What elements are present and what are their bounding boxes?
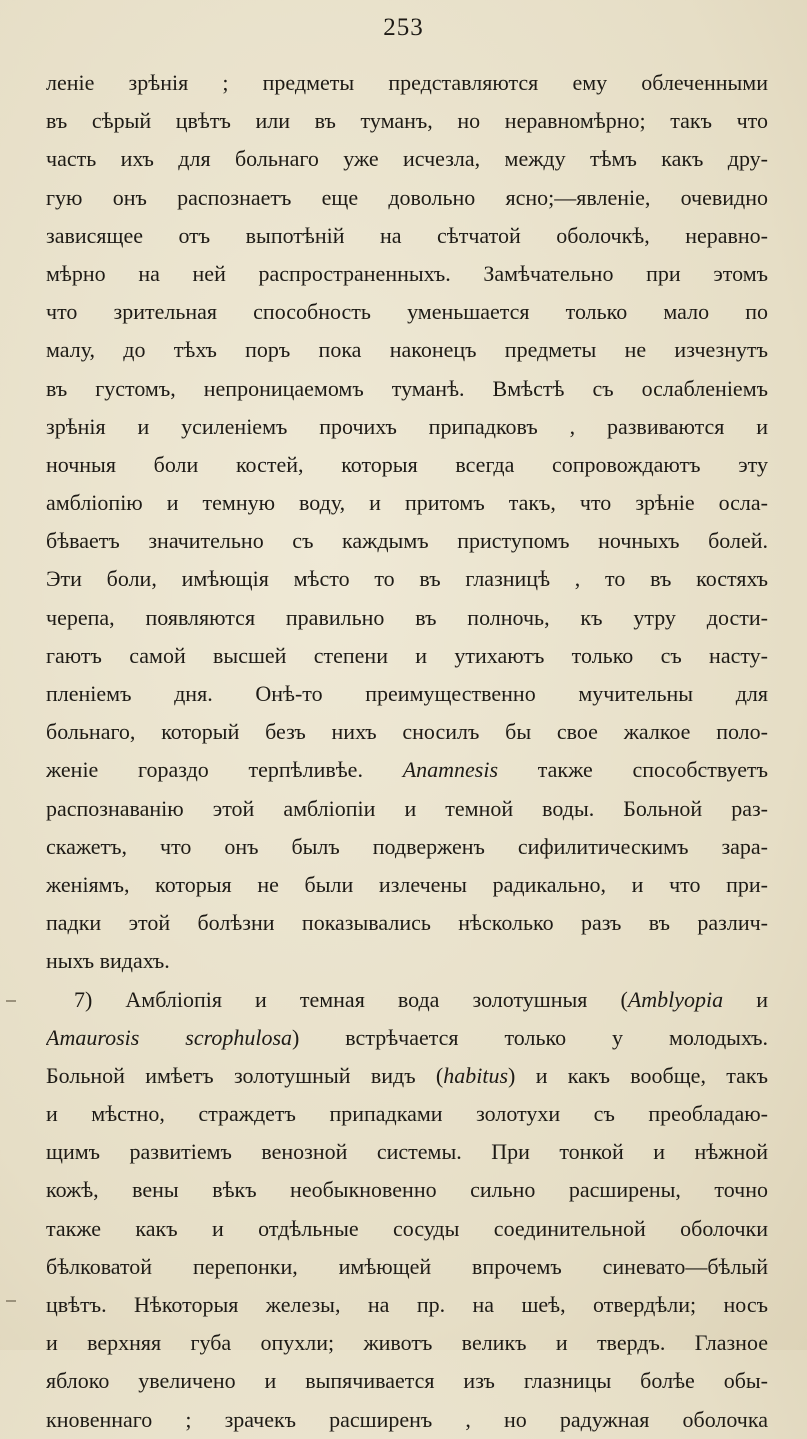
text-line [46, 904, 768, 942]
text-line [46, 217, 768, 255]
text-segment: и верхняя губа опухли; животъ великъ и твердъ. Глазное [46, 1330, 768, 1356]
text-segment: въ густомъ, непроницаемомъ туманѣ. Вмѣстѣ съ ослабленіемъ [46, 375, 768, 401]
text-segment: бѣлковатой перепонки, имѣющей впрочемъ синевато—бѣлый [46, 1253, 768, 1279]
text-line [46, 866, 768, 904]
text-line [46, 484, 768, 522]
text-line [46, 1095, 768, 1133]
margin-mark [6, 1000, 16, 1002]
text-segment: Эти боли, имѣющія мѣсто то въ глазницѣ , то въ костяхъ [46, 566, 768, 592]
text-segment: распознаванію этой амбліопіи и темной воды. Больной раз- [46, 795, 768, 821]
text-line [46, 637, 768, 675]
text-segment: амбліопію и темную воду, и притомъ такъ, что зрѣніе осла- [46, 490, 768, 516]
text-segment: также способствуетъ [498, 757, 768, 783]
text-segment: цвѣтъ. Нѣкоторыя железы, на пр. на шеѣ, отвердѣли; носъ [46, 1292, 768, 1317]
text-segment: Больной имѣетъ золотушный видъ ( [46, 1062, 444, 1088]
text-segment: ныхъ видахъ. [46, 948, 170, 974]
text-segment: въ сѣрый цвѣтъ или въ туманъ, но неравномѣрно; такъ что [46, 108, 768, 134]
text-line [46, 179, 768, 217]
text-line [46, 1286, 768, 1324]
text-segment: яблоко увеличено и выпячивается изъ глазницы болѣе обы- [46, 1368, 768, 1394]
text-line [46, 1324, 768, 1362]
text-segment: ) встрѣчается только у молодыхъ. [292, 1024, 768, 1050]
text-line [46, 713, 768, 751]
text-segment: скажетъ, что онъ былъ подверженъ сифилитическимъ зара- [46, 833, 768, 859]
text-line [46, 675, 768, 713]
text-line [46, 408, 768, 446]
text-line [46, 1133, 768, 1171]
text-line [46, 1362, 768, 1400]
body-text [46, 64, 768, 1439]
text-line [46, 446, 768, 484]
text-segment: часть ихъ для больнаго уже исчезла, между тѣмъ какъ дру- [46, 146, 768, 172]
italic-term: Anamnesis [402, 757, 499, 783]
text-line [46, 140, 768, 178]
margin-mark [6, 1300, 16, 1302]
text-segment: и [723, 986, 768, 1012]
text-segment: бѣваетъ значительно съ каждымъ приступомъ ночныхъ болей. [46, 528, 768, 554]
text-line [46, 1057, 768, 1095]
text-segment: 7) Амбліопія и темная вода золотушныя ( [74, 986, 628, 1012]
text-segment: также какъ и отдѣльные сосуды соединительной оболочки [46, 1215, 768, 1241]
text-segment: больнаго, который безъ нихъ сносилъ бы свое жалкое поло- [46, 719, 768, 745]
text-segment: что зрительная способность уменьшается только мало по [46, 299, 768, 325]
italic-term: Amaurosis scrophulosa [46, 1024, 293, 1050]
text-line [46, 1401, 768, 1439]
text-segment: черепа, появляются правильно въ полночь, къ утру дости- [46, 604, 768, 630]
text-line [46, 370, 768, 408]
text-line [46, 751, 768, 789]
text-line [46, 102, 768, 140]
text-line [46, 1248, 768, 1286]
text-line [46, 255, 768, 293]
text-segment: кновеннаго ; зрачекъ расширенъ , но радужная оболочка [46, 1406, 768, 1432]
text-segment: ночныя боли костей, которыя всегда сопровождаютъ эту [46, 451, 768, 477]
text-segment: зависящее отъ выпотѣній на сѣтчатой оболочкѣ, неравно- [46, 222, 768, 248]
text-segment: пленіемъ дня. Онѣ-то преимущественно мучительны для [46, 681, 768, 706]
text-line [46, 828, 768, 866]
text-segment: женіе гораздо терпѣливѣе. [46, 757, 403, 783]
text-line [46, 599, 768, 637]
text-line [46, 1171, 768, 1209]
text-segment: ) и какъ вообще, такъ [508, 1062, 768, 1088]
text-line [46, 942, 768, 980]
text-segment: кожѣ, вены вѣкъ необыкновенно сильно расширены, точно [46, 1177, 768, 1203]
text-segment: малу, до тѣхъ поръ пока наконецъ предметы не изчезнутъ [46, 337, 768, 363]
text-segment: гаютъ самой высшей степени и утихаютъ только съ насту- [46, 642, 768, 668]
text-line [46, 790, 768, 828]
text-segment: зрѣнія и усиленіемъ прочихъ припадковъ , развиваются и [46, 413, 768, 439]
text-line [46, 981, 768, 1019]
text-line [46, 293, 768, 331]
text-line [46, 64, 768, 102]
text-line [46, 1019, 768, 1057]
text-segment: женіямъ, которыя не были излечены радикально, и что при- [46, 871, 768, 897]
italic-term: habitus [443, 1062, 509, 1088]
text-line [46, 522, 768, 560]
text-line [46, 560, 768, 598]
italic-term: Amblyopia [627, 986, 724, 1012]
text-line [46, 331, 768, 369]
text-segment: падки этой болѣзни показывались нѣсколько разъ въ различ- [46, 910, 768, 936]
text-line [46, 1210, 768, 1248]
page-number: 253 [383, 14, 424, 41]
text-segment: мѣрно на ней распространенныхъ. Замѣчательно при этомъ [46, 260, 768, 286]
text-segment: щимъ развитіемъ венозной системы. При тонкой и нѣжной [46, 1139, 768, 1165]
text-segment: гую онъ распознаетъ еще довольно ясно;—явленіе, очевидно [46, 184, 768, 210]
text-segment: леніе зрѣнія ; предметы представляются ему облеченными [46, 70, 768, 95]
text-segment: и мѣстно, страждетъ припадками золотухи съ преобладаю- [46, 1101, 768, 1127]
